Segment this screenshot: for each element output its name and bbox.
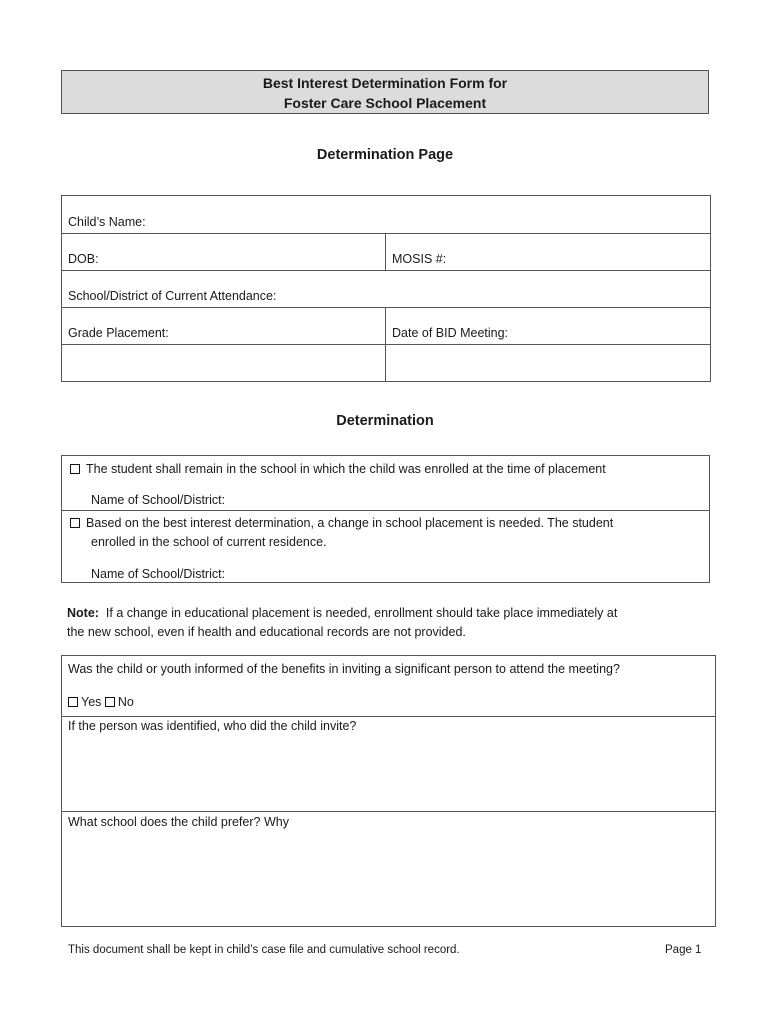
- option-change-text-line1: Based on the best interest determination, a change in school placement is needed. The student: [86, 516, 614, 530]
- yes-option[interactable]: [68, 695, 101, 709]
- determination-page-heading: Determination Page: [316, 147, 454, 163]
- grade-placement-cell: [62, 308, 386, 345]
- footer-text: This document shall be kept in child’s case file and cumulative school record.: [68, 944, 460, 956]
- who-invited-answer-area[interactable]: [62, 738, 714, 810]
- option-change-text-line2: enrolled in the school of current residence.: [91, 535, 327, 549]
- form-title-box: [61, 70, 709, 114]
- note-text-line2: the new school, even if health and educational records are not provided.: [67, 625, 466, 639]
- checkbox-yes-icon[interactable]: [68, 697, 78, 707]
- question-who-invited: If the person was identified, who did the child invite?: [68, 719, 357, 733]
- mosis-field[interactable]: [386, 234, 711, 271]
- checkbox-remain-icon[interactable]: [70, 464, 80, 474]
- form-title-line1: Best Interest Determination Form for: [262, 75, 508, 91]
- bid-meeting-date-label: Date of BID Meeting:: [392, 326, 509, 340]
- option-remain-text: The student shall remain in the school in which the child was enrolled at the time of placement: [86, 462, 606, 476]
- school-district-label: School/District of Current Attendance:: [68, 289, 277, 303]
- note-text-line1: If a change in educational placement is needed, enrollment should take place immediately at: [98, 606, 618, 620]
- determination-option-change[interactable]: [70, 514, 706, 533]
- child-name-label: Child’s Name:: [68, 215, 146, 229]
- child-name-field[interactable]: [62, 196, 711, 234]
- mosis-label: MOSIS #:: [392, 252, 447, 266]
- determination-heading: Determination: [336, 413, 434, 429]
- question-divider-2: [61, 811, 716, 812]
- checkbox-no-icon[interactable]: [105, 697, 115, 707]
- question-school-preference: What school does the child prefer? Why: [68, 815, 289, 829]
- option-remain-school-label: Name of School/District:: [91, 493, 226, 507]
- checkbox-change-icon[interactable]: [70, 518, 80, 528]
- school-district-field[interactable]: [62, 271, 711, 308]
- grade-placement-label: Grade Placement:: [68, 326, 169, 340]
- yes-label: Yes: [81, 695, 102, 709]
- bid-meeting-date-input[interactable]: [386, 345, 711, 382]
- no-label: No: [117, 695, 134, 709]
- school-preference-answer-area[interactable]: [62, 834, 714, 924]
- determination-divider: [61, 510, 710, 511]
- note-label: Note:: [67, 606, 99, 620]
- no-option[interactable]: [105, 695, 134, 709]
- dob-field[interactable]: [62, 234, 386, 271]
- question-informed: Was the child or youth informed of the benefits in inviting a significant person to attend the meeting?: [68, 662, 620, 676]
- child-info-table: [61, 195, 711, 382]
- bid-meeting-date-cell: [386, 308, 711, 345]
- determination-option-remain[interactable]: [70, 460, 706, 479]
- grade-placement-input[interactable]: [62, 345, 386, 382]
- page-number: Page 1: [665, 944, 702, 956]
- dob-label: DOB:: [68, 252, 99, 266]
- form-title-line2: Foster Care School Placement: [283, 95, 487, 111]
- yes-no-choices: [68, 693, 134, 712]
- note-paragraph: [67, 604, 707, 642]
- option-change-school-label: Name of School/District:: [91, 567, 226, 581]
